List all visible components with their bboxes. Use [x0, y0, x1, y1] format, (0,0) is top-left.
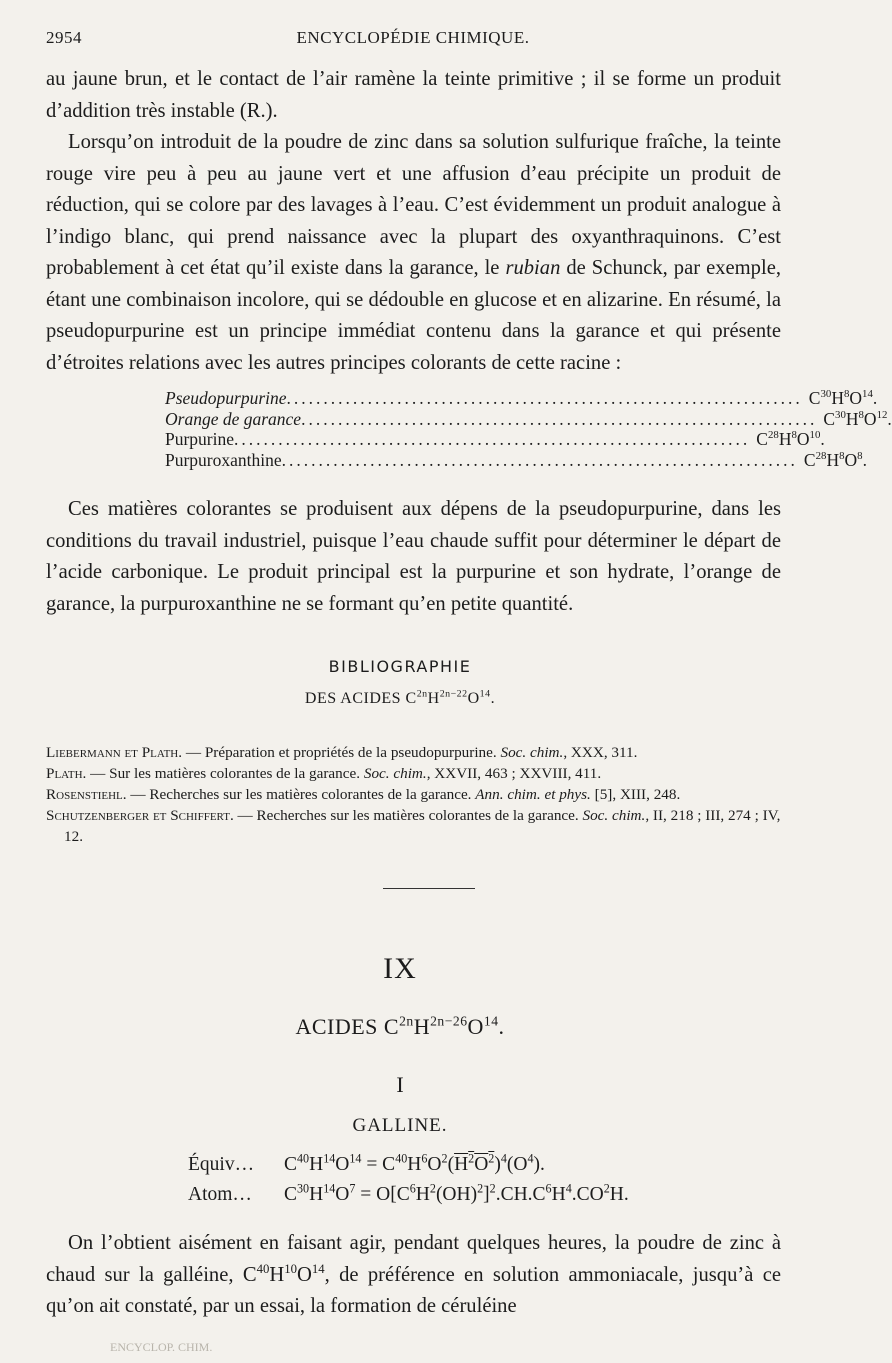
colorants-table — [165, 388, 892, 470]
section-number: I — [396, 1072, 404, 1097]
list-item: Plath. — Sur les matières colorantes de la garance. Soc. chim., XXVII, 463 ; XXVIII, 411. — [46, 765, 602, 782]
bibliography-list — [46, 742, 781, 847]
bibliography-title: BIBLIOGRAPHIE — [328, 657, 472, 676]
row-label: Orange de garance — [165, 408, 302, 429]
paragraph-continuation: au jaune brun, et le contact de l’air ramène la teinte primitive ; il se forme un produit d’addition très instable (R.). — [46, 68, 781, 122]
atom-formula: $C^{30}H^{14}O^7 = O[C^6H^2(OH)^2]^2.CH.C^6H^4.CO^2H$. — [284, 1181, 629, 1205]
page-number: 2954 — [46, 28, 82, 47]
chapter-number: IX — [383, 952, 417, 985]
atom-formula-row — [188, 1180, 629, 1210]
page-header — [46, 28, 780, 52]
galline-formulas — [188, 1150, 629, 1210]
atom-label: Atom… — [188, 1184, 252, 1205]
section-divider — [383, 888, 475, 889]
body-text-top — [46, 64, 781, 379]
list-item: Liebermann et Plath. — Préparation et propriétés de la pseudopurpurine. Soc. chim., XXX, 311. — [46, 744, 638, 761]
bleed-through-text: ENCYCLOP. CHIM. — [110, 1340, 213, 1354]
body-text-middle — [46, 494, 781, 620]
row-formula: $C^{30}H^8O^{14}$. — [808, 388, 878, 408]
row-label: Purpuroxanthine — [165, 449, 282, 470]
row-formula: $C^{30}H^8O^{12}$. — [823, 408, 892, 429]
compound-title: GALLINE. — [352, 1115, 448, 1136]
table-row: Purpuroxanthine ...................................................................... $C^{28}H^8O^8$. — [165, 449, 867, 470]
body-text-bottom — [46, 1228, 781, 1323]
equiv-formula: $C^{40}H^{14}O^{14} = C^{40}H^6O^2(H^2O^2)^4(O^4)$. — [284, 1151, 545, 1175]
paragraph-zinc-reduction: Lorsqu’on introduit de la poudre de zinc dans sa solution sulfurique fraîche, la teinte rouge vire peu à peu au jaune vert et une affusion d’eau précipite un produit de réduction, qui se colore par des lavages à l’eau. C’est évidemment un produit analogue à l’indigo blanc, qui prend naissance avec la plupart des oxyanthraquinons. C’est probablement à cet état qu’il existe dans la garance, le rubian de Schunck, par exemple, étant une combinaison incolore, qui se dédouble en glucose et en alizarine. En résumé, la pseudopurpurine est un principe immédiat contenu dans la garance et qui présente d’étroites relations avec les autres principes colorants de cette racine : — [46, 131, 781, 374]
row-label: Purpurine — [165, 429, 235, 449]
equiv-formula-row — [188, 1150, 629, 1180]
list-item: Rosenstiehl. — Recherches sur les matières colorantes de la garance. Ann. chim. et phys. [5], XIII, 248. — [46, 786, 681, 803]
bibliography-subtitle: DES ACIDES $C^{2n}H^{2n-22}O^{14}$. — [304, 688, 496, 707]
chapter-title: ACIDES $C^{2n}H^{2n-26}O^{14}$. — [295, 1013, 505, 1039]
table-row: Orange de garance ...................................................................... $C^{30}H^8O^{12}$. — [165, 408, 892, 429]
paragraph-preparation: On l’obtient aisément en faisant agir, pendant quelques heures, la poudre de zinc à chaud sur la galléine, $C^{40}H^{10}O^{14}$, de préférence en solution ammoniacale, jusqu’à ce qu’on ait constaté, par un essai, la formation de céruléine — [46, 1232, 781, 1317]
row-formula: $C^{28}H^8O^{10}$. — [756, 429, 825, 449]
running-title: ENCYCLOPÉDIE CHIMIQUE. — [296, 28, 530, 47]
paragraph-colorants: Ces matières colorantes se produisent aux dépens de la pseudopurpurine, dans les conditions du travail industriel, puisque l’eau chaude suffit pour déterminer le départ de l’acide carbonique. Le produit principal est la purpurine et son hydrate, l’orange de garance, la purpuroxanthine ne se formant qu’en petite quantité. — [46, 498, 781, 615]
rubian-italic: rubian — [505, 257, 561, 279]
row-formula: $C^{28}H^8O^8$. — [803, 449, 867, 470]
table-row: Purpurine ...................................................................... $C^{28}H^8O^{10}$. — [165, 429, 825, 449]
equiv-label: Équiv… — [188, 1154, 255, 1175]
table-row: Pseudopurpurine ...................................................................... $C^{30}H^8O^{14}$. — [165, 388, 878, 408]
row-label: Pseudopurpurine — [165, 388, 287, 408]
list-item: Schutzenberger et Schiffert. — Recherches sur les matières colorantes de la garance. Soc. chim., II, 218 ; III, 274 ; IV, 12. — [46, 807, 781, 845]
